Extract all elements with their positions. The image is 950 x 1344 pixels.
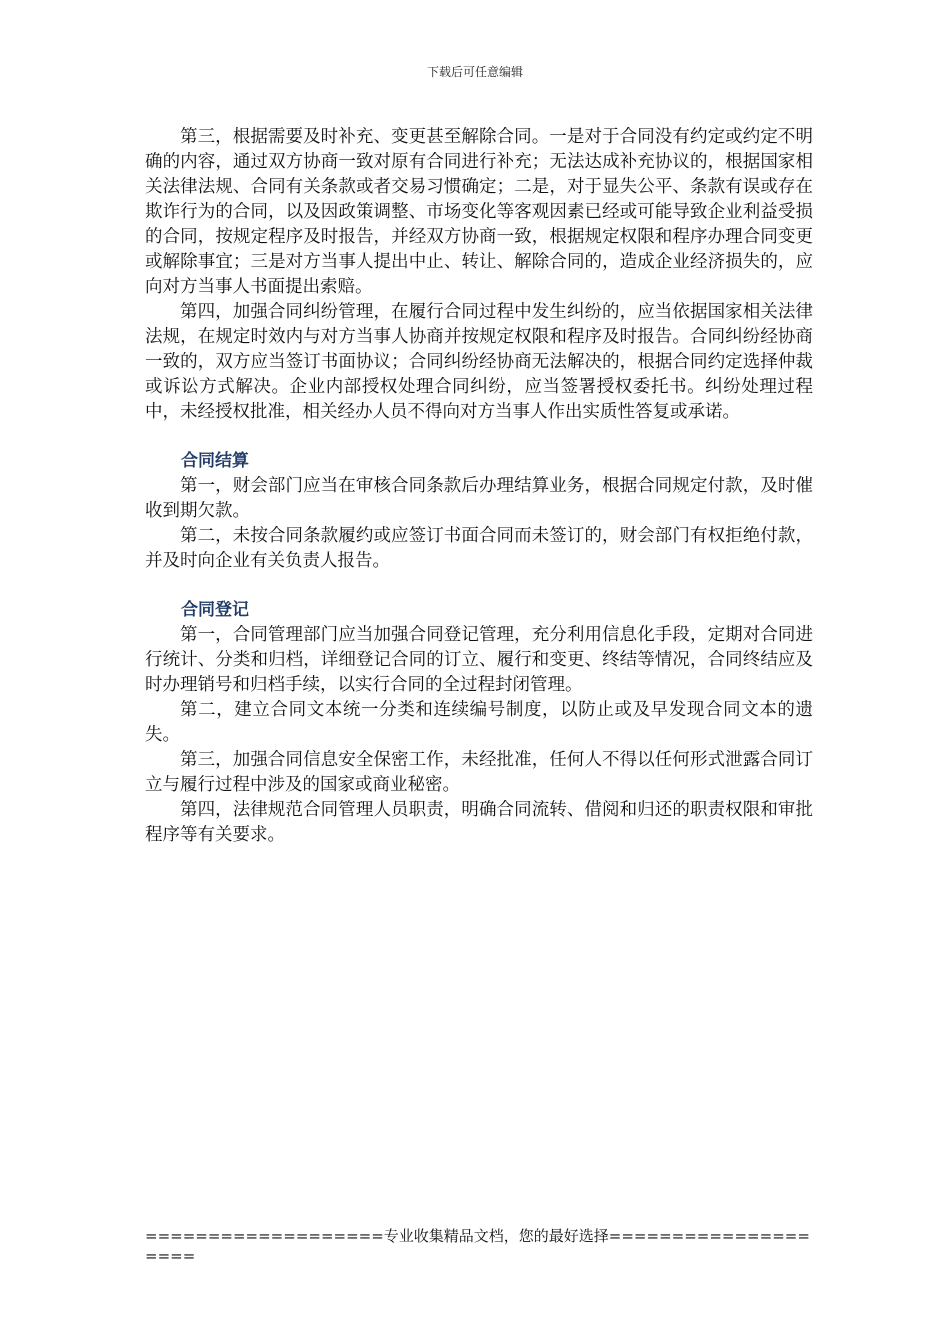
- page-footer-note: ===================专业收集精品文档，您的最好选择====================: [145, 1227, 810, 1265]
- paragraph-performance-3: 第三，根据需要及时补充、变更甚至解除合同。一是对于合同没有约定或约定不明确的内容，通过双方协商一致对原有合同进行补充；无法达成补充协议的，根据国家相关法律法规、合同有关条款或者交易习惯确定；二是，对于显失公平、条款有误或存在欺诈行为的合同，以及因政策调整、市场变化等客观因素已经或可能导致企业利益受损的合同，按规定程序及时报告，并经双方协商一致，根据规定权限和程序办理合同变更或解除事宜；三是对方当事人提出中止、转让、解除合同的，造成企业经济损失的，应向对方当事人书面提出索赔。: [145, 127, 813, 297]
- paragraph-settlement-1: 第一，财会部门应当在审核合同条款后办理结算业务，根据合同规定付款，及时催收到期欠款。: [145, 476, 813, 521]
- paragraph-registration-4: 第四，法律规范合同管理人员职责，明确合同流转、借阅和归还的职责权限和审批程序等有关要求。: [145, 800, 813, 845]
- paragraph-settlement-2: 第二，未按合同条款履约或应签订书面合同而未签订的，财会部门有权拒绝付款，并及时向企业有关负责人报告。: [145, 526, 813, 571]
- paragraph-performance-4: 第四，加强合同纠纷管理，在履行合同过程中发生纠纷的，应当依据国家相关法律法规，在规定时效内与对方当事人协商并按规定权限和程序及时报告。合同纠纷经协商一致的，双方应当签订书面协议；合同纠纷经协商无法解决的，根据合同约定选择仲裁或诉讼方式解决。企业内部授权处理合同纠纷，应当签署授权委托书。纠纷处理过程中，未经授权批准，相关经办人员不得向对方当事人作出实质性答复或承诺。: [145, 302, 813, 422]
- paragraph-registration-3: 第三，加强合同信息安全保密工作，未经批准，任何人不得以任何形式泄露合同订立与履行过程中涉及的国家或商业秘密。: [145, 750, 813, 795]
- document-body: [145, 125, 813, 848]
- paragraph-registration-1: 第一，合同管理部门应当加强合同登记管理，充分利用信息化手段，定期对合同进行统计、分类和归档，详细登记合同的订立、履行和变更、终结等情况，合同终结应及时办理销号和归档手续，以实行合同的全过程封闭管理。: [145, 625, 813, 695]
- page-header-note: 下载后可任意编辑: [426, 65, 523, 79]
- section-heading-registration: 合同登记: [181, 600, 249, 620]
- section-heading-settlement: 合同结算: [181, 451, 249, 471]
- paragraph-registration-2: 第二，建立合同文本统一分类和连续编号制度，以防止或及早发现合同文本的遗失。: [145, 700, 813, 745]
